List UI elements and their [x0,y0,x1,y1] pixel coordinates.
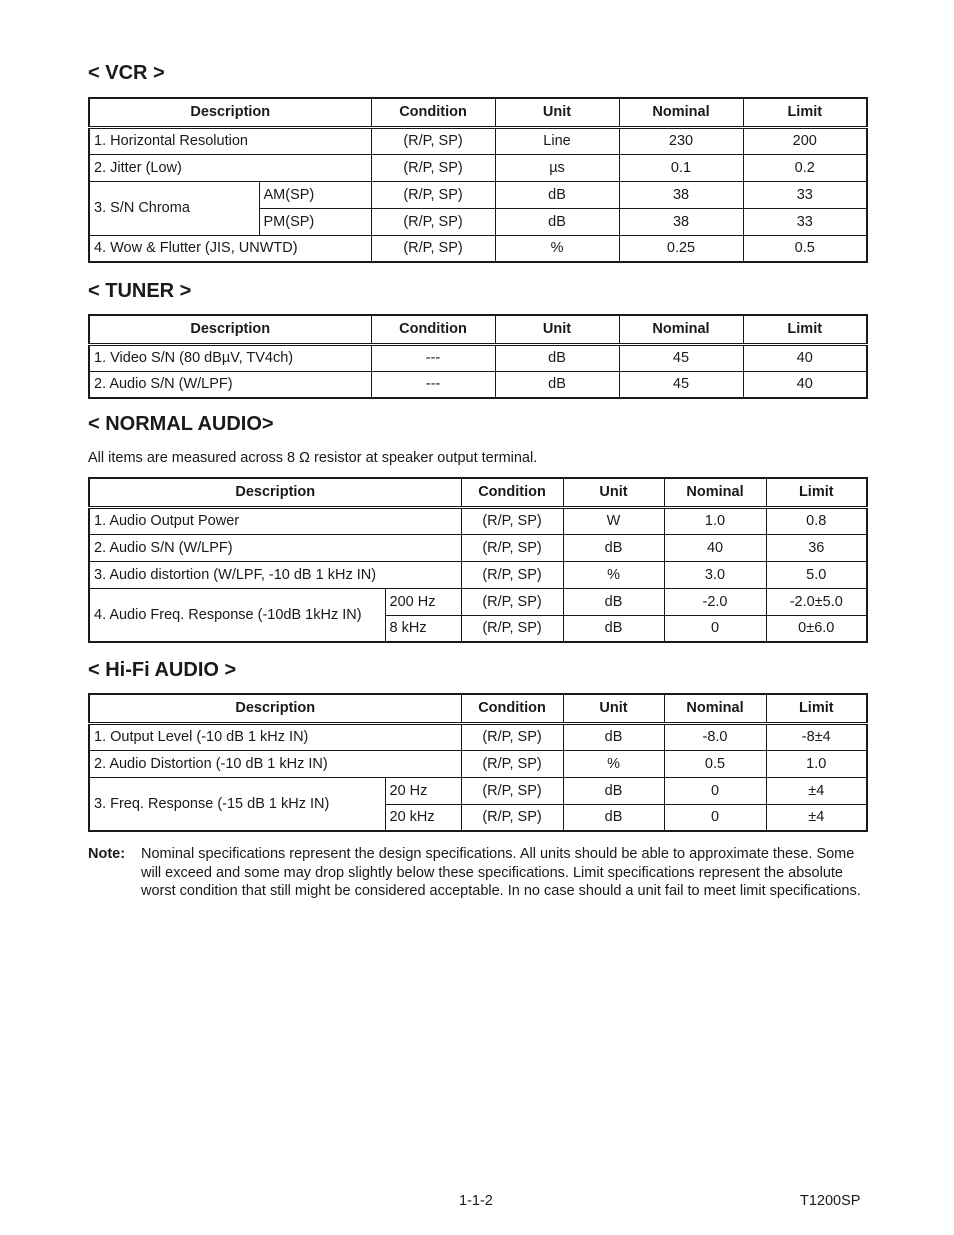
header-nominal: Nominal [619,98,743,127]
cell-nominal: 0 [664,777,766,804]
cell-unit: dB [563,534,664,561]
header-unit: Unit [495,98,619,127]
cell-condition: (R/P, SP) [371,127,495,154]
table-row [89,127,867,154]
cell-description: 4. Wow & Flutter (JIS, UNWTD) [89,235,371,262]
cell-condition: (R/P, SP) [461,534,563,561]
header-nominal: Nominal [619,315,743,344]
cell-nominal: 1.0 [664,507,766,534]
cell-unit: dB [563,777,664,804]
header-condition: Condition [461,694,563,723]
note-text: Nominal specifications represent the design specifications. All units should be able to approximate these. Some will exceed and some may drop slightly below these specifications. Limit specifications represent the absolute worst condition that still might be considered acceptable. In no case should a unit fail to meet limit specifications. [141,846,861,899]
cell-condition: (R/P, SP) [461,777,563,804]
cell-nominal: 38 [619,181,743,208]
table-row [89,344,867,371]
cell-condition: --- [371,344,495,371]
hifi-audio-spec-table [88,693,868,832]
vcr-spec-table [88,97,868,263]
normal-audio-spec-table [88,477,868,643]
cell-limit: 5.0 [766,561,867,588]
model-number: T1200SP [800,1193,861,1209]
header-limit: Limit [743,315,867,344]
cell-unit: % [563,561,664,588]
cell-nominal: 0.5 [664,750,766,777]
table-header-row [89,315,867,344]
cell-condition: (R/P, SP) [371,181,495,208]
cell-unit: dB [495,181,619,208]
cell-nominal: 40 [664,534,766,561]
cell-nominal: 0.1 [619,154,743,181]
cell-unit: W [563,507,664,534]
table-header-row [89,478,867,507]
cell-description: 3. Freq. Response (-15 dB 1 kHz IN) [89,777,385,831]
cell-condition: --- [371,371,495,398]
cell-nominal: 230 [619,127,743,154]
header-limit: Limit [766,478,867,507]
cell-nominal: 0 [664,804,766,831]
tuner-section-title: < TUNER > [88,280,192,302]
cell-unit: % [563,750,664,777]
cell-condition: (R/P, SP) [461,750,563,777]
table-row [89,534,867,561]
cell-condition: (R/P, SP) [371,235,495,262]
cell-condition: (R/P, SP) [461,507,563,534]
cell-sub-condition: 20 Hz [385,777,461,804]
cell-unit: Line [495,127,619,154]
cell-limit: 40 [743,371,867,398]
cell-limit: -2.0±5.0 [766,588,867,615]
header-description: Description [89,694,461,723]
cell-sub-condition: 200 Hz [385,588,461,615]
tuner-spec-table [88,314,868,399]
cell-limit: -8±4 [766,723,867,750]
cell-unit: dB [563,804,664,831]
header-condition: Condition [461,478,563,507]
cell-description: 2. Audio Distortion (-10 dB 1 kHz IN) [89,750,461,777]
cell-unit: dB [563,723,664,750]
note-label: Note: [88,846,126,862]
cell-unit: µs [495,154,619,181]
table-header-row [89,98,867,127]
hifi-audio-section-title: < Hi-Fi AUDIO > [88,659,237,681]
cell-condition: (R/P, SP) [371,208,495,235]
cell-limit: 33 [743,181,867,208]
header-description: Description [89,315,371,344]
cell-limit: 0.5 [743,235,867,262]
cell-condition: (R/P, SP) [371,154,495,181]
cell-sub-condition: 8 kHz [385,615,461,642]
cell-description: 2. Audio S/N (W/LPF) [89,534,461,561]
header-nominal: Nominal [664,478,766,507]
header-nominal: Nominal [664,694,766,723]
cell-description: 3. S/N Chroma [89,181,259,235]
table-row [89,588,867,615]
normal-audio-intro: All items are measured across 8 Ω resistor at speaker output terminal. [88,450,538,466]
table-row [89,507,867,534]
cell-nominal: 45 [619,371,743,398]
table-row [89,371,867,398]
cell-description: 1. Video S/N (80 dBµV, TV4ch) [89,344,371,371]
normal-audio-section-title: < NORMAL AUDIO> [88,413,274,435]
cell-unit: dB [495,344,619,371]
header-unit: Unit [495,315,619,344]
cell-condition: (R/P, SP) [461,588,563,615]
cell-nominal: 3.0 [664,561,766,588]
table-row [89,561,867,588]
table-row [89,235,867,262]
cell-unit: dB [495,371,619,398]
cell-description: 1. Horizontal Resolution [89,127,371,154]
cell-unit: % [495,235,619,262]
cell-condition: (R/P, SP) [461,723,563,750]
cell-limit: 0.8 [766,507,867,534]
note-block [88,845,868,901]
table-row [89,154,867,181]
cell-limit: 36 [766,534,867,561]
cell-nominal: -2.0 [664,588,766,615]
cell-limit: ±4 [766,804,867,831]
page-number: 1-1-2 [459,1193,493,1209]
cell-sub-condition: AM(SP) [259,181,371,208]
cell-description: 2. Audio S/N (W/LPF) [89,371,371,398]
header-description: Description [89,478,461,507]
cell-limit: 0±6.0 [766,615,867,642]
cell-description: 3. Audio distortion (W/LPF, -10 dB 1 kHz IN) [89,561,461,588]
cell-unit: dB [563,588,664,615]
cell-unit: dB [495,208,619,235]
cell-limit: ±4 [766,777,867,804]
header-unit: Unit [563,478,664,507]
vcr-section-title: < VCR > [88,62,165,84]
cell-limit: 0.2 [743,154,867,181]
cell-condition: (R/P, SP) [461,615,563,642]
cell-condition: (R/P, SP) [461,804,563,831]
table-row [89,723,867,750]
cell-nominal: 45 [619,344,743,371]
header-limit: Limit [766,694,867,723]
cell-condition: (R/P, SP) [461,561,563,588]
cell-description: 4. Audio Freq. Response (-10dB 1kHz IN) [89,588,385,642]
cell-limit: 1.0 [766,750,867,777]
cell-limit: 40 [743,344,867,371]
table-row [89,777,867,804]
cell-nominal: 38 [619,208,743,235]
header-limit: Limit [743,98,867,127]
cell-description: 1. Output Level (-10 dB 1 kHz IN) [89,723,461,750]
header-condition: Condition [371,98,495,127]
cell-sub-condition: PM(SP) [259,208,371,235]
cell-limit: 33 [743,208,867,235]
cell-description: 2. Jitter (Low) [89,154,371,181]
cell-description: 1. Audio Output Power [89,507,461,534]
table-row [89,750,867,777]
cell-nominal: 0 [664,615,766,642]
header-description: Description [89,98,371,127]
header-condition: Condition [371,315,495,344]
table-row [89,181,867,208]
cell-sub-condition: 20 kHz [385,804,461,831]
cell-nominal: 0.25 [619,235,743,262]
cell-nominal: -8.0 [664,723,766,750]
table-header-row [89,694,867,723]
cell-limit: 200 [743,127,867,154]
header-unit: Unit [563,694,664,723]
cell-unit: dB [563,615,664,642]
